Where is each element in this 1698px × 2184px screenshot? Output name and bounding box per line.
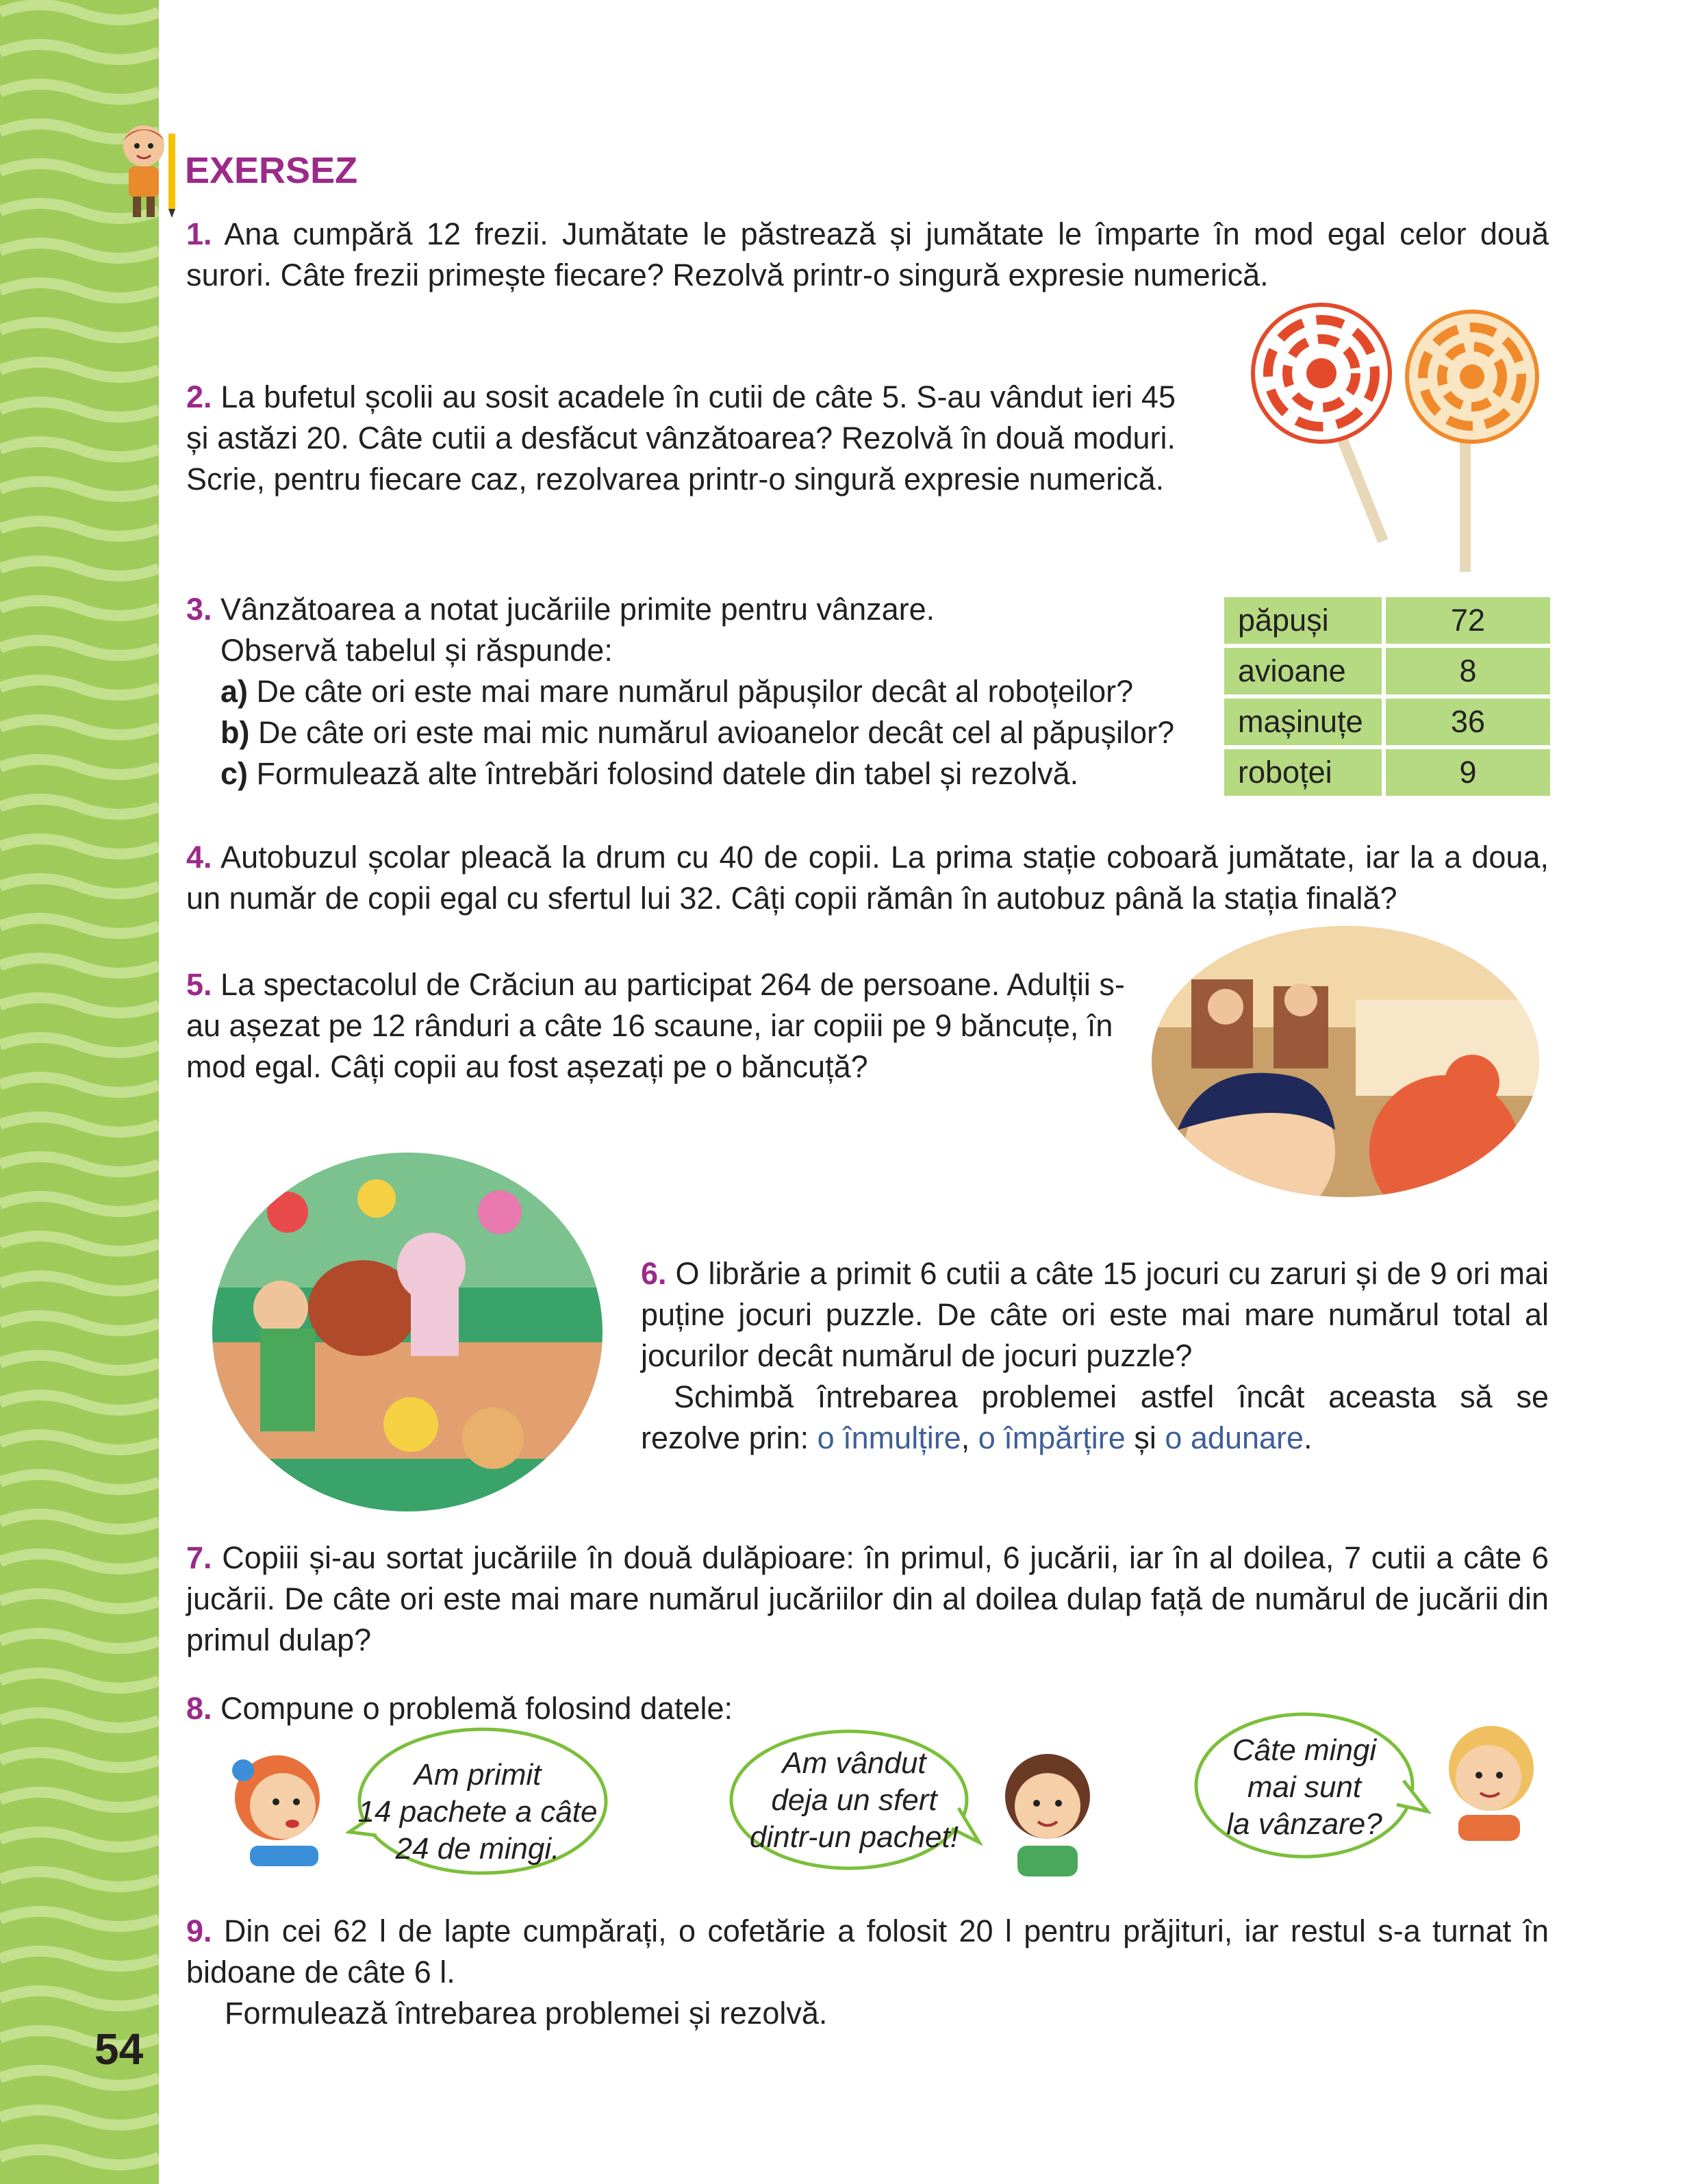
stripe-wave [0,1236,159,1251]
problem-text: Compune o problemă folosind datele: [220,1691,733,1726]
speech-bubble-3 [1191,1709,1431,1866]
stripe-wave [0,839,159,854]
stripe-wave [0,1951,159,1966]
bubble-line: dintr-un pachet! [750,1820,959,1854]
toy-name: păpuși [1224,597,1382,644]
problem-number: 7. [186,1540,212,1575]
stripe-wave [0,1991,159,2006]
stripe-wave [0,561,159,576]
operation-multiplication: o înmulțire [817,1420,961,1455]
problem-text: O librărie a primit 6 cutii a câte 15 jocuri cu zaruri și de 9 ori mai puține jocuri puzzle. De câte ori este mai mare numărul total al jocurilor decât numărul de jocuri puzzle? [641,1256,1549,1373]
stripe-wave [0,481,159,497]
problem-3-question-a [220,671,1213,712]
bubble-line: Am vândut [782,1746,926,1780]
stripe-wave [0,1713,159,1728]
stripe-wave [0,243,159,258]
end-mark: . [1304,1420,1313,1455]
bubble-line: la vânzare? [1226,1807,1382,1841]
problem-8 [186,1688,1213,1729]
stripe-wave [0,1872,159,1887]
problem-number: 9. [186,1913,212,1948]
stripe-wave [0,1832,159,1847]
bubble-line: deja un sfert [771,1783,937,1817]
stripe-wave [0,958,159,973]
separator: , [961,1420,970,1455]
bubble-line: 24 de mingi. [395,1832,560,1866]
table-row [1224,648,1550,694]
problem-number: 1. [186,216,212,251]
problem-6-follow-up [641,1377,1549,1459]
toy-count: 72 [1386,597,1550,644]
problem-3-question-c [220,753,1213,794]
problem-3-question-b [220,712,1213,753]
toy-count: 36 [1386,699,1550,745]
girl-blonde-hair-illustration [1431,1712,1547,1842]
stripe-wave [0,799,159,814]
stripe-wave [0,1554,159,1569]
stripe-wave [0,601,159,616]
stripe-wave [0,1157,159,1172]
stripe-wave [0,1474,159,1490]
problem-5 [186,964,1138,1088]
operation-addition: o adunare [1165,1420,1304,1455]
stripe-wave [0,1753,159,1768]
lollipops-illustration [1246,301,1561,575]
stripe-wave [0,1911,159,1926]
toy-count: 8 [1386,648,1550,694]
question-text: Formulează alte întrebări folosind datele din tabel și rezolvă. [256,756,1079,791]
stripe-wave [0,1792,159,1807]
problem-number: 4. [186,840,212,875]
mascot-boy-with-pencil-illustration [110,120,185,219]
question-text: De câte ori este mai mic numărul avioanelor decât cel al păpușilor? [258,715,1175,750]
stripe-wave [0,521,159,536]
stripe-wave [0,1038,159,1053]
stripe-wave [0,1435,159,1450]
page-number: 54 [94,2024,144,2074]
bubble-line: 14 pachete a câte [357,1795,598,1829]
problem-number: 5. [186,967,212,1002]
separator: și [1134,1420,1156,1455]
stripe-wave [0,918,159,933]
stripe-wave [0,720,159,735]
problem-text: Ana cumpără 12 frezii. Jumătate le păstrează și jumătate le împarte în mod egal celor două surori. Câte frezii primește fiecare? Rezolvă printr-o singură expresie numerică. [186,216,1549,292]
question-label: a) [220,674,249,709]
speech-bubble-2 [726,1726,983,1880]
stripe-wave [0,1395,159,1410]
stripe-wave [0,998,159,1013]
problem-2 [186,377,1176,500]
christmas-show-audience-illustration [1150,925,1541,1198]
question-label: c) [220,756,249,791]
stripe-wave [0,1276,159,1291]
problem-number: 3. [186,592,212,627]
stripe-wave [0,1673,159,1688]
toy-name: roboței [1224,749,1382,796]
toy-shop-illustration [205,1151,609,1514]
stripe-wave [0,760,159,775]
toy-name: avioane [1224,648,1382,694]
stripe-wave [0,442,159,457]
stripe-wave [0,45,159,60]
stripe-wave [0,5,159,20]
toy-name: mașinuțe [1224,699,1382,745]
stripe-wave [0,1594,159,1609]
problem-1 [186,214,1549,296]
problem-text: Din cei 62 l de lapte cumpărați, o cofetărie a folosit 20 l pentru prăjituri, iar restul s-a turnat în bidoane de câte 6 l. [186,1913,1549,1990]
problem-number: 8. [186,1691,212,1726]
problem-text: Schimbă întrebarea problemei astfel încât aceasta să se rezolve prin: [641,1379,1549,1455]
problem-number: 2. [186,379,212,414]
speech-bubble-1 [346,1722,609,1887]
problem-3-intro2: Observă tabelul și răspunde: [220,633,613,668]
question-label: b) [220,715,250,750]
stripe-wave [0,1117,159,1132]
problem-text: Autobuzul școlar pleacă la drum cu 40 de copii. La prima stație coboară jumătate, iar la a doua, un număr de copii egal cu sfertul lui 32. Câți copii rămân în autobuz până la stația finală? [186,840,1549,916]
stripe-wave [0,640,159,655]
problem-3-intro [186,589,1213,630]
girl-with-bow-illustration [223,1743,332,1866]
stripe-wave [0,2110,159,2125]
problem-text: Copiii și-au sortat jucăriile în două dulăpioare: în primul, 6 jucării, iar în al doilea, 7 cutii a câte 6 jucării. De câte ori este mai mare numărul jucăriilor din al doilea dulap față de numărul de jucării din primul dulap? [186,1540,1549,1657]
stripe-wave [0,1633,159,1648]
stripe-wave [0,2150,159,2165]
problem-4 [186,837,1549,919]
problem-number: 6. [641,1256,667,1291]
problem-9 [186,1911,1549,1993]
table-row [1224,749,1550,796]
stripe-wave [0,362,159,377]
toy-table [1220,593,1554,800]
problem-6 [641,1253,1549,1377]
question-text: De câte ori este mai mare numărul păpușilor decât al roboțeilor? [256,674,1134,709]
bubble-line: mai sunt [1247,1770,1362,1804]
table-row [1224,597,1550,644]
section-title: EXERSEZ [185,150,358,191]
decorative-side-stripe [0,0,159,2184]
stripe-wave [0,323,159,338]
stripe-wave [0,84,159,99]
stripe-wave [0,879,159,894]
girl-brown-hair-illustration [993,1743,1102,1880]
bubble-line: Am primit [414,1758,542,1792]
problem-7 [186,1537,1549,1661]
stripe-wave [0,402,159,417]
operation-division: o împărțire [978,1420,1126,1455]
problem-text: La bufetul școlii au sosit acadele în cutii de câte 5. S-au vândut ieri 45 și astăzi 20. Câte cutii a desfăcut vânzătoarea? Rezolvă în două moduri. Scrie, pentru fiecare caz, rezolvarea printr-o singură expresie numerică. [186,379,1176,497]
stripe-wave [0,1316,159,1331]
stripe-wave [0,1077,159,1092]
toy-count: 9 [1386,749,1550,796]
stripe-wave [0,680,159,695]
table-row [1224,699,1550,745]
stripe-wave [0,283,159,298]
stripe-wave [0,1196,159,1212]
bubble-line: Câte mingi [1232,1733,1377,1767]
problem-text: Vânzătoarea a notat jucăriile primite pentru vânzare. [220,592,935,627]
stripe-wave [0,1355,159,1370]
stripe-wave [0,1514,159,1529]
problem-9-follow-up: Formulează întrebarea problemei și rezolvă. [225,1996,828,2031]
problem-text: La spectacolul de Crăciun au participat 264 de persoane. Adulții s-au așezat pe 12 rânduri a câte 16 scaune, iar copiii pe 9 băncuțe, în mod egal. Câți copii au fost așezați pe o băncuță? [186,967,1125,1084]
